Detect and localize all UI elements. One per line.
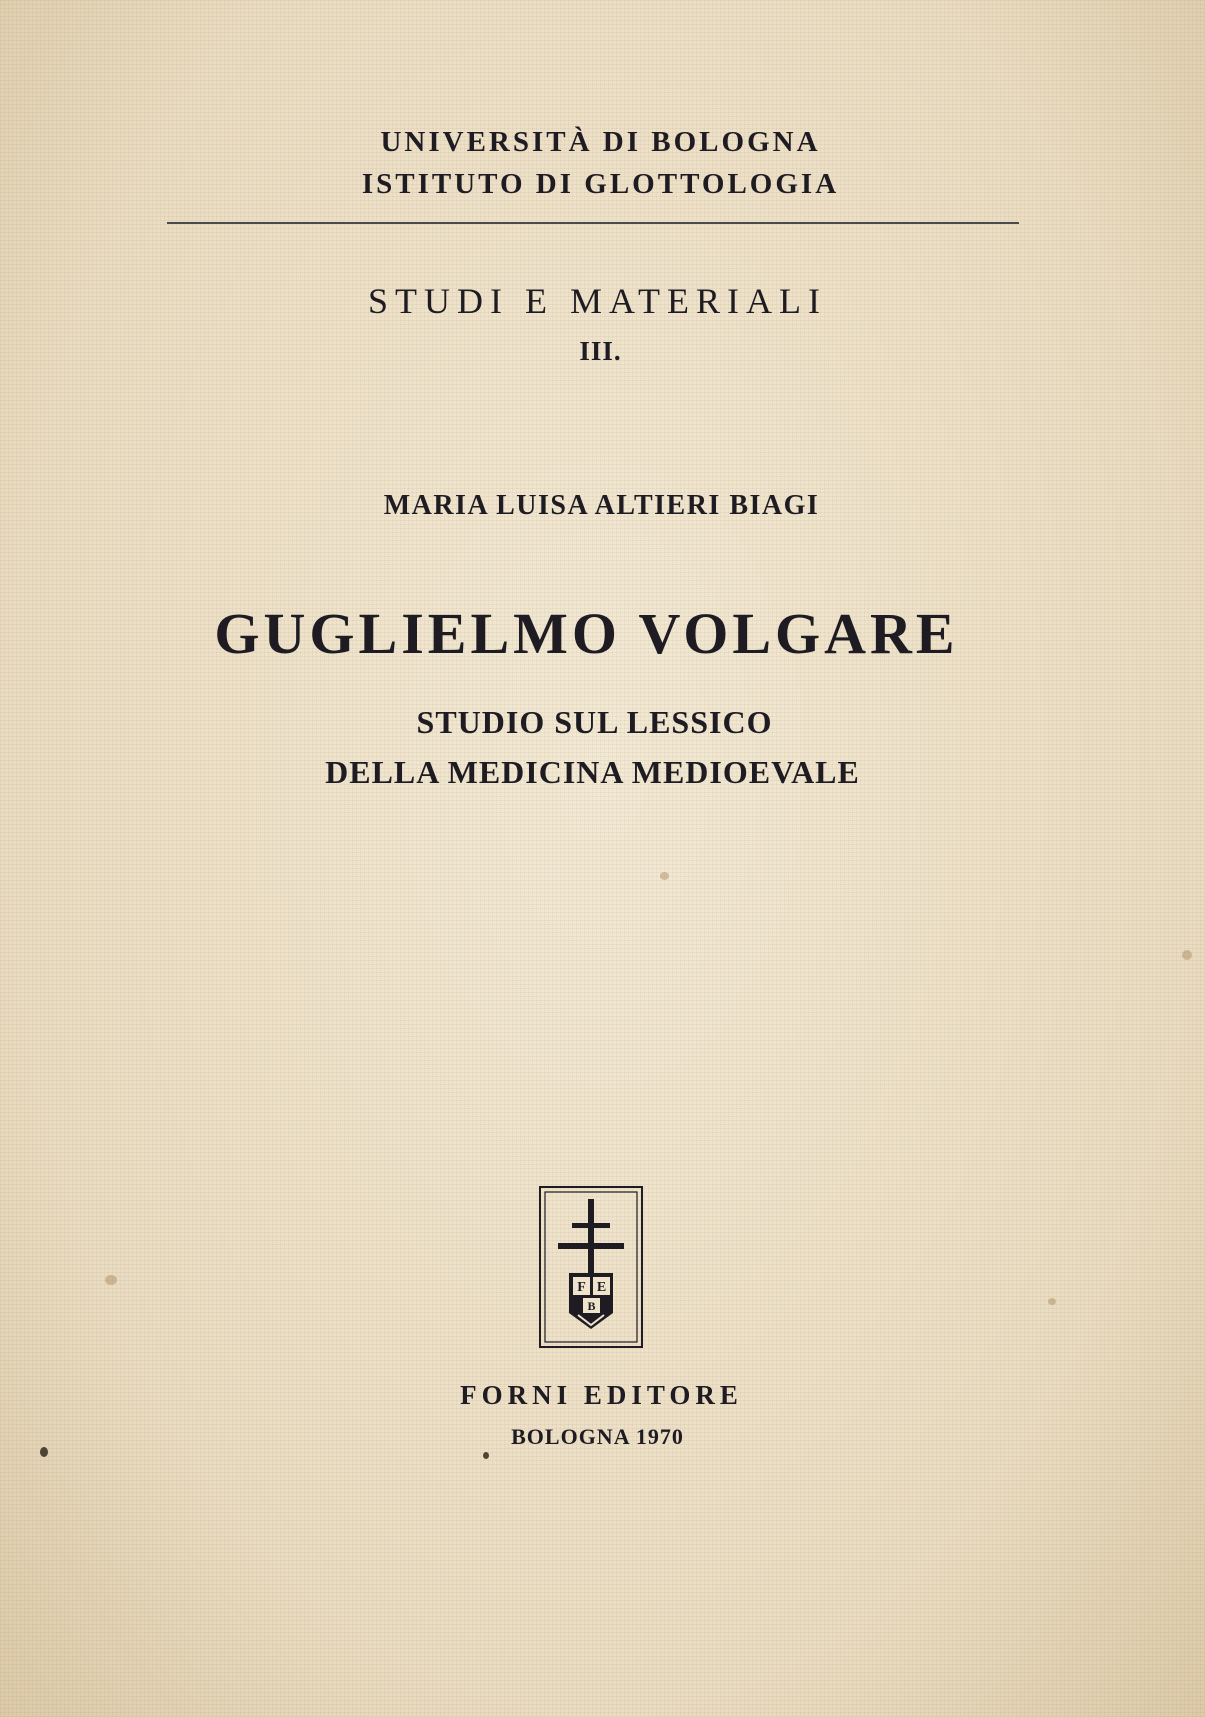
publisher-place-year: BOLOGNA 1970	[511, 1424, 684, 1449]
subtitle-line-2: DELLA MEDICINA MEDIOEVALE	[325, 754, 860, 790]
institution-line-1: UNIVERSITÀ DI BOLOGNA	[380, 126, 821, 158]
emblem-letter-f: F	[577, 1280, 586, 1295]
foxing-speck	[483, 1452, 489, 1459]
series-volume: III.	[579, 336, 622, 366]
institution-line-2: ISTITUTO DI GLOTTOLOGIA	[361, 168, 840, 200]
foxing-speck	[660, 872, 669, 880]
series-name: STUDI E MATERIALI	[368, 281, 827, 321]
publisher-cross-emblem-icon	[538, 1185, 644, 1349]
foxing-speck	[1182, 950, 1192, 960]
book-title: GUGLIELMO VOLGARE	[214, 601, 959, 666]
divider-rule	[167, 222, 1019, 224]
publisher-name: FORNI EDITORE	[460, 1380, 743, 1410]
author-name: MARIA LUISA ALTIERI BIAGI	[383, 490, 820, 521]
foxing-speck	[40, 1447, 48, 1457]
emblem-letter-e: E	[596, 1280, 607, 1295]
foxing-speck	[105, 1275, 117, 1285]
subtitle-line-1: STUDIO SUL LESSICO	[416, 704, 773, 740]
foxing-speck	[1048, 1298, 1056, 1305]
emblem-letter-b: B	[587, 1299, 596, 1313]
